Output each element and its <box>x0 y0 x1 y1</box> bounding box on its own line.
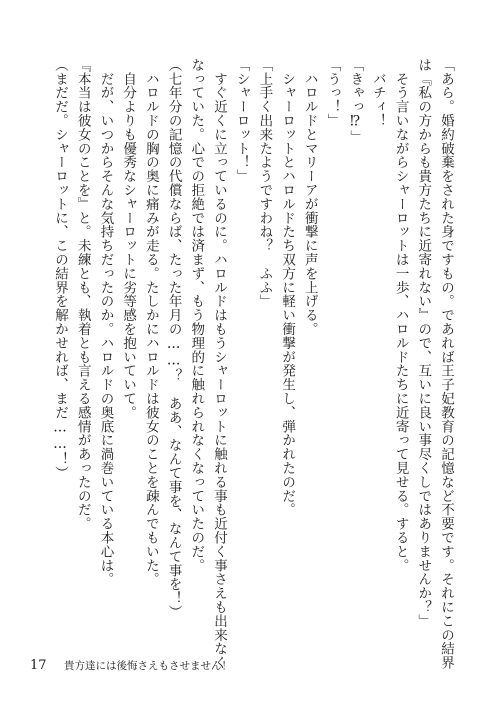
text-line: 「うっ！」 <box>324 58 341 128</box>
text-line: だが、いつからそんな気持ちだったのか。ハロルドの奥底に渦巻いている本心は。 <box>97 58 114 587</box>
text-line: （七年分の記憶の代償ならば、たった年月の……？ ああ、なんて事を、なんて事を！） <box>165 58 182 619</box>
text-line: ハロルドの胸の奥に痛みが走る。たしかにハロルドは彼女のことを疎んでもいた。 <box>142 58 159 587</box>
text-line: 「あら。婚約破棄をされた身ですもの。であれば王子妃教育の記憶など不要です。それにこの結界 <box>438 58 454 670</box>
page-number: 17 <box>30 658 47 673</box>
text-line: 「きゃっ⁉」 <box>347 58 364 144</box>
text-line: シャーロットとハロルドたち双方に軽い衝撃が発生し、弾かれたのだ。 <box>279 58 296 517</box>
running-title: 貴方達には後悔さえもさせません！ <box>64 660 233 672</box>
text-line: 「上手く出来たようですわね？ ふふ」 <box>256 58 273 309</box>
text-line: 自分よりも優秀なシャーロットに劣等感を抱いていて。 <box>120 58 137 420</box>
text-line: は『私の方からも貴方たちに近寄れない』ので、互いに良い事尽くしではありませんか？」 <box>415 58 432 628</box>
text-line: （まだだ。シャーロットに、この結界を解かせれば、まだ……！） <box>52 58 69 480</box>
text-line: すぐ近くに立っているのに。ハロルドはもうシャーロットに触れる事も近付く事さえも出来なく <box>210 58 227 670</box>
text-line: 「シャーロット！」 <box>233 58 250 184</box>
text-line: なっていた。心での拒絶では済まず、もう物理的に触れられなくなっていたのだ。 <box>188 58 205 573</box>
page-footer <box>30 658 232 673</box>
text-line: そう言いながらシャーロットは一歩、ハロルドたちに近寄って見せる。すると。 <box>392 58 409 573</box>
text-line: ハロルドとマリーアが衝撃に声を上げる。 <box>301 58 318 336</box>
text-line: バチィ！ <box>369 58 386 128</box>
text-line: 『本当は彼女のことを』と。未練とも、執着とも言える感情があったのだ。 <box>74 58 91 531</box>
